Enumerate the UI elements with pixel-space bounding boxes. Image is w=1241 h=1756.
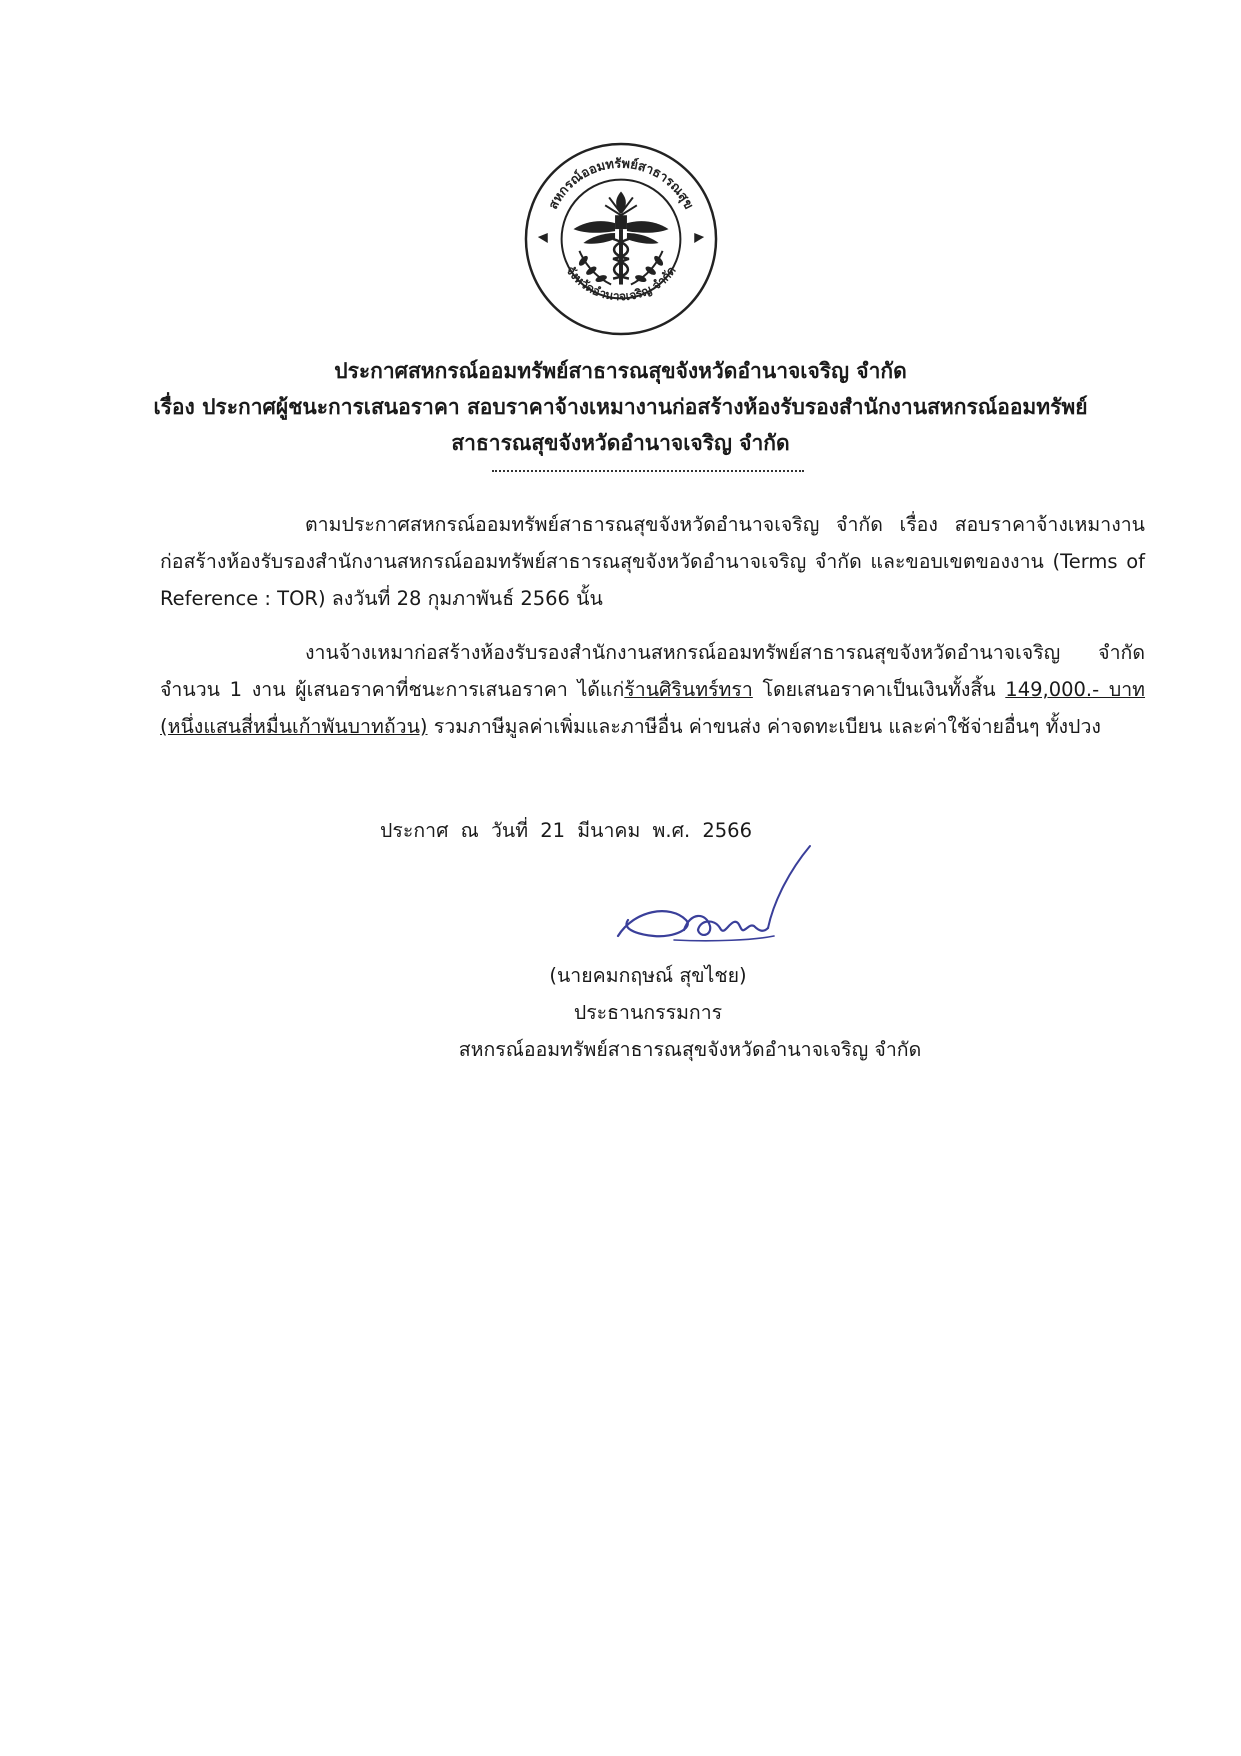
signatory-title: ประธานกรรมการ — [573, 1001, 723, 1024]
awarded-amount: 149,000.- บาท (หนึ่งแสนสี่หมื่นเก้าพันบาทถ้วน) — [160, 678, 1145, 738]
signatory-organization: สหกรณ์ออมทรัพย์สาธารณสุขจังหวัดอำนาจเจริญ จำกัด — [458, 1038, 922, 1061]
announcement-subject-continued: สาธารณสุขจังหวัดอำนาจเจริญ จำกัด — [451, 431, 790, 455]
paragraph2-text-part1: งานจ้างเหมาก่อสร้างห้องรับรองสำนักงานสหกรณ์ออมทรัพย์สาธารณสุขจังหวัดอำนาจเจริญ จำกัด จำนวน 1 งาน ผู้เสนอราคาที่ชนะการเสนอราคา ได้แก่ — [160, 641, 1145, 701]
paragraph2-text-part2: โดยเสนอราคาเป็นเงินทั้งสิ้น — [762, 678, 996, 701]
svg-text:จังหวัดอำนาจเจริญ จำกัด: จังหวัดอำนาจเจริญ จำกัด — [563, 263, 679, 304]
paragraph2-text-part3: รวมภาษีมูลค่าเพิ่มและภาษีอื่น ค่าขนส่ง ค่าจดทะเบียน และค่าใช้จ่ายอื่นๆ ทั้งปวง — [433, 715, 1101, 738]
body-paragraph-reference — [160, 506, 1145, 617]
announcement-subject: เรื่อง ประกาศผู้ชนะการเสนอราคา สอบราคาจ้างเหมางานก่อสร้างห้องรับรองสำนักงานสหกรณ์ออมทรัพย์ — [153, 395, 1088, 419]
announcement-title: ประกาศสหกรณ์ออมทรัพย์สาธารณสุขจังหวัดอำนาจเจริญ จำกัด — [334, 359, 907, 383]
paragraph1-text: ตามประกาศสหกรณ์ออมทรัพย์สาธารณสุขจังหวัดอำนาจเจริญ จำกัด เรื่อง สอบราคาจ้างเหมางานก่อสร้างห้องรับรองสำนักงานสหกรณ์ออมทรัพย์สาธารณสุขจังหวัดอำนาจเจริญ จำกัด และขอบเขตของงาน (Terms of Reference : TOR) ลงวันที่ 28 กุมภาพันธ์ 2566 นั้น — [160, 513, 1145, 610]
signatory-name: (นายคมกฤษณ์ สุขไชย) — [549, 964, 747, 987]
body-paragraph-award — [160, 634, 1145, 745]
winner-name: ร้านศิรินทร์ทรา — [624, 678, 753, 701]
dotted-divider — [492, 470, 804, 472]
handwritten-signature — [614, 840, 814, 950]
svg-text:สหกรณ์ออมทรัพย์สาธารณสุข: สหกรณ์ออมทรัพย์สาธารณสุข — [545, 156, 697, 212]
cooperative-seal-logo — [522, 140, 720, 338]
announcement-date: ประกาศ ณ วันที่ 21 มีนาคม พ.ศ. 2566 — [380, 819, 752, 842]
